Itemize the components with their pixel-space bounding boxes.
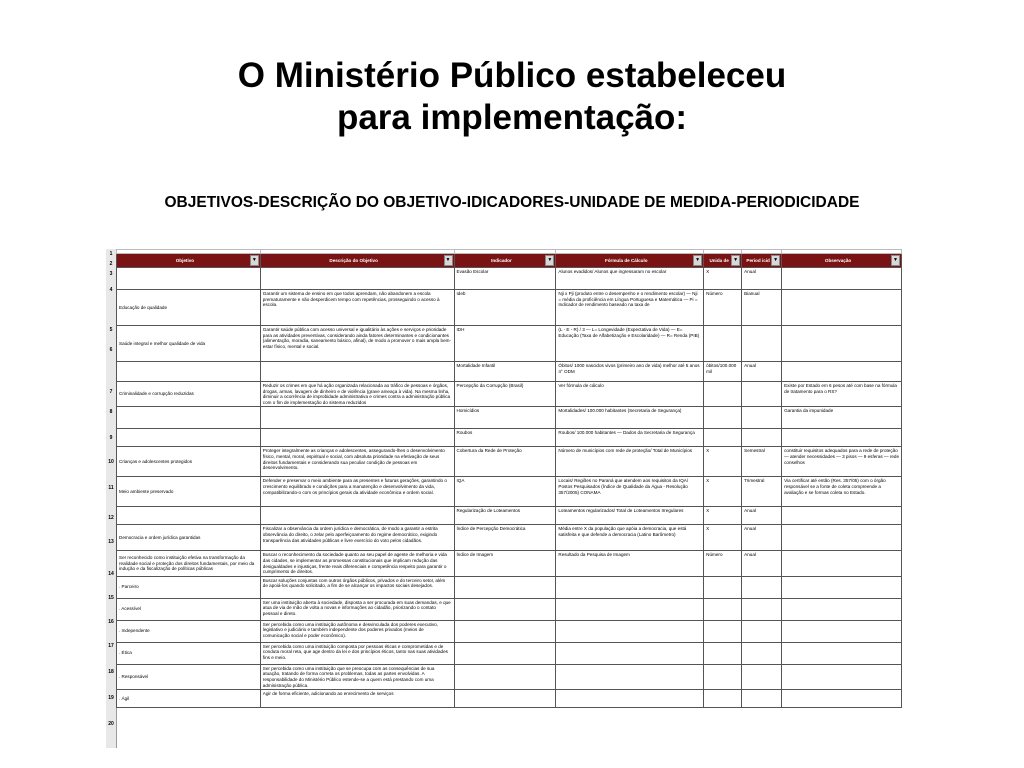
- indicador-cell[interactable]: IQA: [454, 477, 556, 507]
- periodicidade-cell[interactable]: [742, 407, 782, 429]
- objetivo-cell[interactable]: Democracia e ordem jurídica garantidas: [117, 525, 261, 551]
- periodicidade-cell[interactable]: [742, 326, 782, 362]
- table-row: [117, 429, 902, 447]
- table-row: [117, 268, 902, 290]
- unidade-cell[interactable]: [704, 642, 742, 664]
- header-unidade[interactable]: Unida de ▼: [704, 254, 742, 268]
- indicador-cell[interactable]: Cobertura da Rede de Proteção: [454, 447, 556, 477]
- descricao-cell[interactable]: Garantir saúde pública com acesso universal e igualitário às ações e serviços e prioridade para as atividades preventivas, considerando ainda fatores determinantes e condicionantes (alimentação, moradia, saneamento básico, afinal), de modo a promover o mais ampla bem-estar físico, mental e social.: [260, 326, 454, 362]
- formula-cell[interactable]: [556, 598, 704, 620]
- formula-cell[interactable]: Média entre X da população que apóia a democracia, que está satisfeita e que defende a democracia (Latino Barômetro): [556, 525, 704, 551]
- indicador-cell[interactable]: IDH: [454, 326, 556, 362]
- objetivo-cell[interactable]: [117, 429, 261, 447]
- table-row: [117, 690, 902, 708]
- formula-cell[interactable]: Roubos/ 100.000 habitantes — Dados da Secretaria de Segurança: [556, 429, 704, 447]
- periodicidade-cell[interactable]: Bianual: [742, 290, 782, 326]
- objetivo-cell[interactable]: Crianças e adolescentes protegidos: [117, 447, 261, 477]
- row-number: 10: [108, 459, 114, 465]
- table-row: [117, 407, 902, 429]
- objetivo-cell[interactable]: Saúde integral e melhor qualidade de vida: [117, 326, 261, 362]
- unidade-cell[interactable]: X: [704, 507, 742, 525]
- periodicidade-cell[interactable]: [742, 642, 782, 664]
- row-number: 8: [109, 409, 113, 415]
- dropdown-arrow-icon[interactable]: ▼: [693, 255, 702, 266]
- descricao-cell[interactable]: Fiscalizar a observância da ordem jurídica e democrática, de modo a garantir a estrita observância do direito, o zelar pelo aperfeiçoamento do regime democrático, exigindo transparência das atividades públicas e livre exercício do voto pelos cidadãos.: [260, 525, 454, 551]
- periodicidade-cell[interactable]: [742, 429, 782, 447]
- formula-cell[interactable]: Loteamentos regularizados/ Total de Loteamentos Irregulares: [556, 507, 704, 525]
- unidade-cell[interactable]: [704, 326, 742, 362]
- row-number: 16: [108, 619, 114, 625]
- observacao-cell[interactable]: [782, 429, 902, 447]
- table-row: [117, 620, 902, 642]
- objetivo-cell[interactable]: . Ética: [117, 642, 261, 664]
- descricao-cell[interactable]: Buscar soluções conjuntas com outros órgãos públicos, privados e do terceiro setor, além de apoiá-los quando solicitado, a fim de se alcançar os impactos sociais desejados.: [260, 576, 454, 598]
- page-subtitle: OBJETIVOS-DESCRIÇÃO DO OBJETIVO-IDICADORES-UNIDADE DE MEDIDA-PERIODICIDADE: [164, 194, 860, 211]
- row-number: 20: [108, 721, 114, 727]
- indicador-cell[interactable]: Índice de Imagem: [454, 551, 556, 576]
- periodicidade-cell[interactable]: Semestral: [742, 447, 782, 477]
- spreadsheet-image: [106, 249, 902, 748]
- objetivo-cell[interactable]: Meio ambiente preservado: [117, 477, 261, 507]
- header-descricao[interactable]: Descrição do Objetivo ▼: [260, 254, 454, 268]
- periodicidade-cell[interactable]: Anual: [742, 551, 782, 576]
- dropdown-arrow-icon[interactable]: ▼: [545, 255, 554, 266]
- periodicidade-cell[interactable]: [742, 620, 782, 642]
- dropdown-arrow-icon[interactable]: ▼: [891, 255, 900, 266]
- periodicidade-cell[interactable]: [742, 576, 782, 598]
- objetivo-cell[interactable]: [117, 507, 261, 525]
- unidade-cell[interactable]: X: [704, 268, 742, 290]
- periodicidade-cell[interactable]: Anual: [742, 525, 782, 551]
- table-row: [117, 598, 902, 620]
- objetivo-cell[interactable]: . Responsável: [117, 664, 261, 689]
- indicador-cell[interactable]: Índice de Percepção Democrática: [454, 525, 556, 551]
- table-row: [117, 290, 902, 326]
- indicador-cell[interactable]: Roubos: [454, 429, 556, 447]
- unidade-cell[interactable]: [704, 429, 742, 447]
- dropdown-arrow-icon[interactable]: ▼: [444, 255, 453, 266]
- table-row: [117, 507, 902, 525]
- table-row: [117, 326, 902, 362]
- formula-cell[interactable]: Resultado da Pesquisa de Imagem: [556, 551, 704, 576]
- unidade-cell[interactable]: [704, 382, 742, 407]
- table-row: [117, 382, 902, 407]
- periodicidade-cell[interactable]: [742, 690, 782, 708]
- unidade-cell[interactable]: [704, 576, 742, 598]
- formula-cell[interactable]: (L - E - R) / 3 — L= Longevidade (Expectativa de Vida) — E= Educação (Taxa de Alfabetização e Escolaridade) — R= Renda (PIB): [556, 326, 704, 362]
- header-formula[interactable]: Fórmula de Cálculo ▼: [556, 254, 704, 268]
- table-row: [117, 642, 902, 664]
- row-number: 6: [109, 347, 113, 353]
- row-number: 17: [108, 643, 114, 649]
- table-row: [117, 447, 902, 477]
- table-row: [117, 362, 902, 382]
- formula-cell[interactable]: [556, 690, 704, 708]
- indicador-cell[interactable]: [454, 598, 556, 620]
- formula-cell[interactable]: [556, 642, 704, 664]
- objetivo-cell[interactable]: . Ágil: [117, 690, 261, 708]
- row-number: 3: [109, 271, 113, 277]
- objetivo-cell[interactable]: [117, 407, 261, 429]
- row-number: 7: [109, 389, 113, 395]
- formula-cell[interactable]: [556, 576, 704, 598]
- indicador-cell[interactable]: Ideb: [454, 290, 556, 326]
- descricao-cell[interactable]: [260, 507, 454, 525]
- table-row: [117, 477, 902, 507]
- descricao-cell[interactable]: Ser percebida como uma instituição que se preocupa com as consequências de sua atuação, tratando de forma correta os problemas, todas as partes envolvidas. A responsabilidade do Ministério Público estende-se a quem está prestando com uma administração pública.: [260, 664, 454, 689]
- formula-cell[interactable]: Nji x Pji (produto entre o desempenho e o rendimento escolar) — Nji = média da proficiência em Língua Portuguesa e Matemática — Pi = Indicador de rendimento baseado na taxa de: [556, 290, 704, 326]
- observacao-cell[interactable]: [782, 664, 902, 689]
- objetivo-cell[interactable]: [117, 268, 261, 290]
- row-number: 11: [108, 485, 114, 491]
- descricao-cell[interactable]: Ser percebida como uma instituição autônoma e desvinculada dos poderes executivo, legislativo e judiciário e também independente dos poderes privados (meios de comunicação social e poder econômico).: [260, 620, 454, 642]
- indicador-cell[interactable]: Evasão Escolar: [454, 268, 556, 290]
- row-number: 1: [109, 251, 113, 257]
- periodicidade-cell[interactable]: Anual: [742, 362, 782, 382]
- indicador-cell[interactable]: [454, 690, 556, 708]
- periodicidade-cell[interactable]: Trimestral: [742, 477, 782, 507]
- header-periodicidade[interactable]: Period icid ▼: [742, 254, 782, 268]
- formula-cell[interactable]: [556, 664, 704, 689]
- observacao-cell[interactable]: Existe por Estado em 6 pesos até com base na fórmula de tratamento para o RS?: [782, 382, 902, 407]
- indicador-cell[interactable]: Percepção da Corrupção (Brasil): [454, 382, 556, 407]
- table-row: [117, 576, 902, 598]
- objetivo-cell[interactable]: Ser reconhecido como instituição efetiva na transformação da realidade social e proteção dos direitos fundamentais, por meio da indução e da fiscalização de políticas públicas: [117, 551, 261, 576]
- indicador-cell[interactable]: Regularização de Loteamentos: [454, 507, 556, 525]
- unidade-cell[interactable]: [704, 664, 742, 689]
- objetivo-cell[interactable]: [117, 362, 261, 382]
- formula-cell[interactable]: [556, 620, 704, 642]
- unidade-cell[interactable]: X: [704, 477, 742, 507]
- formula-cell[interactable]: Ver fórmula de cálculo: [556, 382, 704, 407]
- periodicidade-cell[interactable]: Anual: [742, 268, 782, 290]
- indicador-cell[interactable]: [454, 664, 556, 689]
- indicador-cell[interactable]: Mortalidade Infantil: [454, 362, 556, 382]
- objectives-table: [116, 249, 902, 708]
- observacao-cell[interactable]: [782, 690, 902, 708]
- unidade-cell[interactable]: [704, 407, 742, 429]
- descricao-cell[interactable]: [260, 407, 454, 429]
- unidade-cell[interactable]: óbitos/100.000 mil: [704, 362, 742, 382]
- row-number: 12: [108, 515, 114, 521]
- descricao-cell[interactable]: Agir de forma eficiente, adicionando ao enrecimento de serviços: [260, 690, 454, 708]
- dropdown-arrow-icon[interactable]: ▼: [731, 255, 740, 266]
- descricao-cell[interactable]: Ser uma instituição aberta à sociedade, disposta a ser procurada em suas demandas, e que atua de via de mão de volta a novas e informações ao cidadão, priorizando o contato pessoal e direto.: [260, 598, 454, 620]
- row-number: 13: [108, 539, 114, 545]
- objetivo-cell[interactable]: . Acessível: [117, 598, 261, 620]
- formula-cell[interactable]: Alunos evadidos/ Alunos que ingressaram no escolar: [556, 268, 704, 290]
- descricao-cell[interactable]: Buscar o reconhecimento da sociedade quanto ao seu papel de agente de melhoria e vida das cidades, se implementar as promessas constitucionais que implicam redução das desigualdades e injustiças, frente reais diferenciais e competência respeito para garantir o cumprimento de direitos.: [260, 551, 454, 576]
- observacao-cell[interactable]: [782, 362, 902, 382]
- title-line-2: para implementação:: [336, 98, 688, 137]
- descricao-cell[interactable]: Proteger integralmente as crianças e adolescentes, assegurando-lhes o desenvolvimento físico, mental, moral, espiritual e social, com absoluta prioridade na efetivação de seus direitos fundamentais e considerando sua peculiar condição de pessoas em desenvolvimento.: [260, 447, 454, 477]
- unidade-cell[interactable]: Número: [704, 551, 742, 576]
- observacao-cell[interactable]: [782, 576, 902, 598]
- formula-cell[interactable]: Óbitos/ 1000 nascidos vivos (primeiro ano de vida) melhor até 5 anos 4° ODM: [556, 362, 704, 382]
- table-row: [117, 664, 902, 689]
- dropdown-arrow-icon[interactable]: ▼: [250, 255, 259, 266]
- observacao-cell[interactable]: constituir requisitos adequados para a rede de proteção — atender necessidades — 3 pisos — 9 esferas — rede conselhos: [782, 447, 902, 477]
- unidade-cell[interactable]: X: [704, 447, 742, 477]
- descricao-cell[interactable]: Reduzir os crimes em que há ação organizada relacionada ao tráfico de pessoas e órgãos, drogas, armas, lavagem de dinheiro e de violência (grave ameaça à vida). Na mesma linha, diminuir a ocorrência de improbidade administrativa e crimes contra a administração pública com o fim de implementação do sistema reduzidos: [260, 382, 454, 407]
- formula-cell[interactable]: Número de municípios com rede de proteção/ Total de Municípios: [556, 447, 704, 477]
- indicador-cell[interactable]: [454, 576, 556, 598]
- observacao-cell[interactable]: [782, 551, 902, 576]
- formula-cell[interactable]: Mortalidades/ 100.000 habitantes (Secretaria de Segurança): [556, 407, 704, 429]
- objetivo-cell[interactable]: . Independente: [117, 620, 261, 642]
- observacao-cell[interactable]: [782, 598, 902, 620]
- descricao-cell[interactable]: Garantir um sistema de ensino em que todos aprendam, não abandonem a escola prematuramente e não desperdicem tempo com repetências, prosseguindo o acesso à escola.: [260, 290, 454, 326]
- formula-cell[interactable]: Locais/ Regiões no Paraná que atendem aos requisitos da IQA/ Postos Pesquisados (Índice de Qualidade da Água - Resolução 357/2005) CONAMA: [556, 477, 704, 507]
- observacao-cell[interactable]: Via certificar até então (Res. 357/05) com o órgão responsável se a fonte de coleta compreende a avaliação e se formas coleta no Estado.: [782, 477, 902, 507]
- row-number: 19: [108, 695, 114, 701]
- periodicidade-cell[interactable]: [742, 664, 782, 689]
- descricao-cell[interactable]: [260, 362, 454, 382]
- unidade-cell[interactable]: Número: [704, 290, 742, 326]
- header-observacao[interactable]: Observação ▼: [782, 254, 902, 268]
- descricao-cell[interactable]: Defender e preservar o meio ambiente para as presentes e futuras gerações, garantindo o crescimento equilibrado e condições para a manutenção e desenvolvimento da vida, compatibilizando-o com os princípios gerais da atividade econômica e ordem social.: [260, 477, 454, 507]
- objetivo-cell[interactable]: Criminalidade e corrupção reduzidas: [117, 382, 261, 407]
- unidade-cell[interactable]: [704, 690, 742, 708]
- observacao-cell[interactable]: [782, 620, 902, 642]
- observacao-cell[interactable]: [782, 507, 902, 525]
- observacao-cell[interactable]: [782, 290, 902, 326]
- objetivo-cell[interactable]: . Parceiro: [117, 576, 261, 598]
- header-indicador[interactable]: Indicador ▼: [454, 254, 556, 268]
- table-row: [117, 525, 902, 551]
- observacao-cell[interactable]: Garantia da impunidade: [782, 407, 902, 429]
- indicador-cell[interactable]: Homicídios: [454, 407, 556, 429]
- table-row: [117, 551, 902, 576]
- periodicidade-cell[interactable]: Anual: [742, 507, 782, 525]
- observacao-cell[interactable]: [782, 525, 902, 551]
- observacao-cell[interactable]: [782, 268, 902, 290]
- row-number: 4: [109, 287, 113, 293]
- unidade-cell[interactable]: X: [704, 525, 742, 551]
- descricao-cell[interactable]: [260, 268, 454, 290]
- row-number: 2: [109, 261, 113, 267]
- row-number: 15: [108, 595, 114, 601]
- title-line-1: O Ministério Público estabeleceu: [237, 56, 787, 95]
- header-objetivo[interactable]: Objetivo ▼: [117, 254, 261, 268]
- row-number: 14: [108, 571, 114, 577]
- descricao-cell[interactable]: [260, 429, 454, 447]
- periodicidade-cell[interactable]: [742, 598, 782, 620]
- row-number: 18: [108, 669, 114, 675]
- indicador-cell[interactable]: [454, 620, 556, 642]
- indicador-cell[interactable]: [454, 642, 556, 664]
- observacao-cell[interactable]: [782, 326, 902, 362]
- page-title: [0, 55, 1024, 139]
- objetivo-cell[interactable]: Educação de qualidade: [117, 290, 261, 326]
- row-number: 5: [109, 327, 113, 333]
- row-number: 9: [109, 435, 113, 441]
- header-row: [117, 254, 902, 268]
- dropdown-arrow-icon[interactable]: ▼: [771, 255, 780, 266]
- unidade-cell[interactable]: [704, 598, 742, 620]
- periodicidade-cell[interactable]: [742, 382, 782, 407]
- descricao-cell[interactable]: Ser percebida como uma instituição composta por pessoas éticas e comprometidas e de conduta moral reta, que age dentro da lei e dos princípios éticos, tanto nas suas atividades fins e meio.: [260, 642, 454, 664]
- observacao-cell[interactable]: [782, 642, 902, 664]
- unidade-cell[interactable]: [704, 620, 742, 642]
